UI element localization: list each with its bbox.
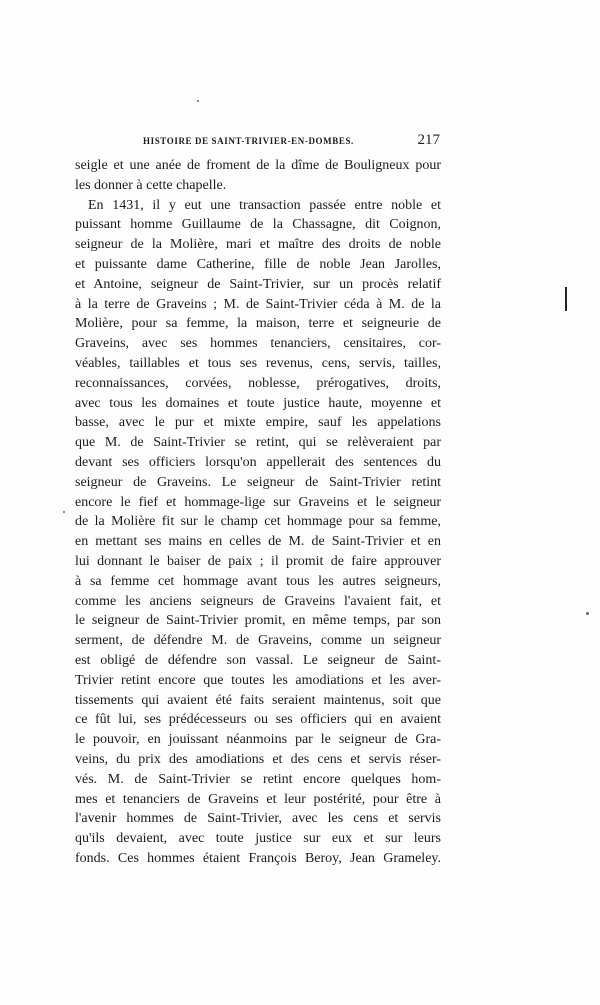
text-line: mes et tenanciers de Graveins et leur postérité, pour être à — [75, 791, 441, 807]
text-line: les donner à cette chapelle. — [75, 177, 227, 193]
text-line: devant ses officiers lorsqu'on appellerait des sentences du — [75, 454, 441, 470]
text-line: seigle et une anée de froment de la dîme de Bouligneux pour — [75, 158, 441, 173]
text-line: veins, du prix des amodiations et des cens et servis réser- — [75, 751, 441, 767]
text-line: ce fût lui, ses prédécesseurs ou ses officiers qui en avaient — [75, 712, 441, 728]
paper-speck — [586, 612, 589, 615]
text-line: Graveins, avec ses hommes tenanciers, censitaires, cor- — [75, 336, 441, 352]
text-line: seigneur de Graveins. Le seigneur de Saint-Trivier retint — [75, 474, 441, 490]
text-line: reconnaissances, corvées, noblesse, prérogatives, droits, — [75, 375, 441, 391]
running-title: HISTOIRE DE SAINT-TRIVIER-EN-DOMBES. — [143, 136, 354, 146]
text-line: et Antoine, seigneur de Saint-Trivier, sur un procès relatif — [75, 276, 441, 292]
text-line: le pouvoir, en jouissant néanmoins par le seigneur de Gra- — [75, 732, 441, 748]
text-line: en mettant ses mains en celles de M. de Saint-Trivier et en — [75, 534, 441, 550]
text-line: Trivier retint encore que toutes les amodiations et les aver- — [75, 672, 441, 688]
running-header — [143, 132, 440, 150]
text-line: vés. M. de Saint-Trivier se retint encore quelques hom- — [75, 771, 441, 787]
text-line: encore le fief et hommage-lige sur Graveins et le seigneur — [75, 494, 441, 510]
text-line: tissements qui avaient été faits seraient maintenus, soit que — [75, 692, 441, 708]
text-line: est obligé de défendre son vassal. Le seigneur de Saint- — [75, 652, 441, 668]
text-line: serment, de défendre M. de Graveins, comme un seigneur — [75, 633, 441, 649]
text-line: que M. de Saint-Trivier se retint, qui se relèveraient par — [75, 435, 441, 451]
page-number: 217 — [417, 132, 440, 148]
text-line: avec tous les domaines et toute justice haute, moyenne et — [75, 395, 441, 411]
text-line: de la Molière fit sur le champ cet hommage pour sa femme, — [75, 514, 441, 530]
text-line: Molière, pour sa femme, la maison, terre et seigneurie de — [75, 316, 441, 332]
text-line: véables, taillables et tous ses revenus, cens, servis, tailles, — [75, 355, 441, 371]
paper-speck — [63, 511, 65, 513]
text-line: seigneur de la Molière, mari et maître des droits de noble — [75, 237, 441, 253]
paper-speck — [197, 100, 199, 102]
text-line: lui donnant le baiser de paix ; il promit de faire approuver — [75, 553, 441, 569]
paragraph-first-line: En 1431, il y eut une transaction passée entre noble et — [88, 197, 441, 213]
text-line: à sa femme cet hommage avant tous les autres seigneurs, — [75, 573, 441, 589]
text-line: le seigneur de Saint-Trivier promit, en même temps, par son — [75, 613, 441, 629]
text-line: comme les anciens seigneurs de Graveins l'avaient fait, et — [75, 593, 441, 609]
text-line: l'avenir hommes de Saint-Trivier, avec les cens et servis — [75, 811, 441, 827]
text-line: qu'ils devaient, avec toute justice sur eux et sur leurs — [75, 831, 441, 847]
text-line: et puissante dame Catherine, fille de noble Jean Jarolles, — [75, 256, 441, 272]
text-line: fonds. Ces hommes étaient François Beroy, Jean Grameley. — [75, 850, 441, 866]
text-line: puissant homme Guillaume de la Chassagne, dit Coignon, — [75, 217, 441, 233]
text-line: basse, avec le pur et mixte empire, sauf les appelations — [75, 415, 441, 431]
text-line: à la terre de Graveins ; M. de Saint-Trivier céda à M. de la — [75, 296, 441, 312]
body-text — [75, 156, 441, 869]
margin-mark — [565, 287, 567, 311]
